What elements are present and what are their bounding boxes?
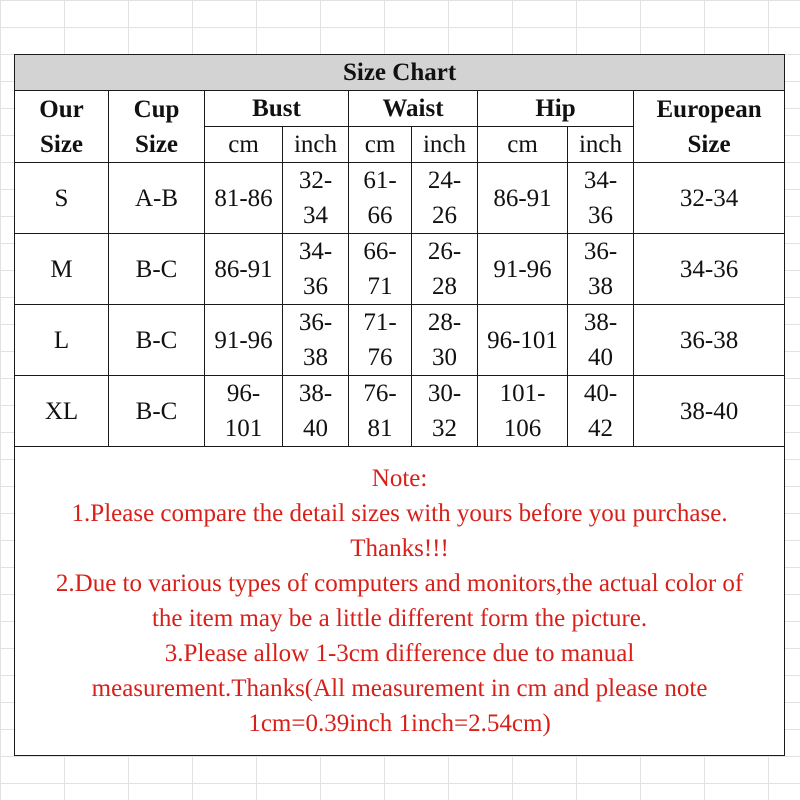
- cell-hip-inch-line2: 40: [588, 344, 613, 371]
- cell-bust-cm: 81-86: [205, 163, 283, 234]
- header-waist: Waist: [349, 91, 478, 127]
- cell-waist-inch-line2: 28: [432, 273, 457, 300]
- cell-cup: B-C: [109, 305, 205, 376]
- cell-waist-inch: [412, 163, 478, 234]
- cell-european: 34-36: [634, 234, 785, 305]
- cell-waist-cm-line2: 76: [367, 344, 393, 371]
- cell-hip-inch-line2: 42: [588, 415, 613, 442]
- note-line: 1.Please compare the detail sizes with yours before you purchase.: [71, 500, 728, 527]
- cell-waist-cm: [349, 376, 412, 447]
- size-chart-sheet: [14, 54, 784, 756]
- note-line: 2.Due to various types of computers and monitors,the actual color of: [55, 570, 744, 597]
- header-cup-size: [109, 91, 205, 163]
- chart-title: Size Chart: [15, 55, 785, 91]
- cell-european: 32-34: [634, 163, 785, 234]
- cell-waist-inch-line1: 24-: [427, 167, 462, 194]
- header-cup-size-line1: Cup: [133, 95, 180, 123]
- note-block: [15, 447, 785, 756]
- size-chart-table: [14, 54, 785, 756]
- header-our-size: [15, 91, 109, 163]
- cell-cup: B-C: [109, 376, 205, 447]
- cell-bust-cm: [205, 376, 283, 447]
- cell-bust-inch-line2: 36: [303, 273, 328, 300]
- cell-waist-cm-line2: 71: [367, 273, 393, 300]
- cell-hip-inch-line1: 40-: [583, 380, 618, 407]
- cell-bust-cm: 86-91: [205, 234, 283, 305]
- cell-european: 38-40: [634, 376, 785, 447]
- cell-bust-inch-line1: 32-: [298, 167, 333, 194]
- table-row: [15, 163, 785, 234]
- header-bust: Bust: [205, 91, 349, 127]
- note-line: measurement.Thanks(All measurement in cm and please note: [91, 675, 708, 702]
- cell-waist-inch-line1: 30-: [427, 380, 462, 407]
- cell-waist-inch-line2: 26: [432, 202, 457, 229]
- cell-hip-cm: 96-101: [478, 305, 568, 376]
- cell-hip-inch-line1: 34-: [583, 167, 618, 194]
- header-hip: Hip: [478, 91, 634, 127]
- header-european-size: [634, 91, 785, 163]
- cell-bust-inch-line2: 40: [303, 415, 328, 442]
- header-our-size-line2: Size: [39, 130, 84, 158]
- cell-waist-cm: [349, 163, 412, 234]
- cell-bust-inch-line1: 34-: [298, 238, 333, 265]
- table-row: [15, 234, 785, 305]
- cell-waist-inch-line2: 30: [432, 344, 457, 371]
- cell-hip-cm: [478, 376, 568, 447]
- cell-hip-cm-line1: 101-: [499, 380, 546, 407]
- cell-cup: A-B: [109, 163, 205, 234]
- header-european-line1: European: [656, 95, 762, 123]
- unit-hip-inch: inch: [568, 127, 634, 163]
- cell-bust-cm-line1: 96-: [226, 380, 261, 407]
- cell-waist-cm-line2: 81: [367, 415, 393, 442]
- cell-waist-cm-line1: 76-: [363, 380, 397, 407]
- cell-waist-cm-line1: 71-: [363, 309, 397, 336]
- cell-waist-inch-line2: 32: [432, 415, 457, 442]
- cell-waist-inch: [412, 376, 478, 447]
- header-european-line2: Size: [687, 130, 731, 158]
- cell-waist-cm: [349, 234, 412, 305]
- cell-hip-inch: [568, 376, 634, 447]
- cell-bust-cm: 91-96: [205, 305, 283, 376]
- cell-bust-inch: [283, 234, 349, 305]
- cell-bust-inch: [283, 376, 349, 447]
- cell-hip-inch: [568, 163, 634, 234]
- unit-bust-inch: inch: [283, 127, 349, 163]
- cell-waist-inch: [412, 234, 478, 305]
- cell-waist-cm-line2: 66: [367, 202, 393, 229]
- table-row: [15, 376, 785, 447]
- cell-waist-inch-line1: 28-: [427, 309, 462, 336]
- cell-bust-cm-line2: 101: [224, 415, 263, 442]
- note-line: the item may be a little different form the picture.: [151, 605, 648, 632]
- cell-bust-inch-line2: 38: [303, 344, 328, 371]
- cell-european: 36-38: [634, 305, 785, 376]
- cell-size: L: [15, 305, 109, 376]
- unit-waist-inch: inch: [412, 127, 478, 163]
- cell-size: S: [15, 163, 109, 234]
- cell-bust-inch: [283, 163, 349, 234]
- cell-hip-inch: [568, 305, 634, 376]
- cell-cup: B-C: [109, 234, 205, 305]
- unit-bust-cm: cm: [205, 127, 283, 163]
- header-our-size-line1: Our: [39, 95, 84, 123]
- cell-bust-inch: [283, 305, 349, 376]
- note-line: 3.Please allow 1-3cm difference due to manual: [164, 640, 635, 667]
- cell-hip-cm-line2: 106: [503, 415, 542, 442]
- table-row: [15, 305, 785, 376]
- cell-hip-cm: 91-96: [478, 234, 568, 305]
- cell-hip-inch-line2: 36: [588, 202, 613, 229]
- cell-hip-inch-line1: 38-: [583, 309, 618, 336]
- unit-waist-cm: cm: [349, 127, 412, 163]
- header-cup-size-line2: Size: [134, 130, 179, 158]
- cell-bust-inch-line1: 38-: [298, 380, 333, 407]
- cell-size: M: [15, 234, 109, 305]
- cell-waist-inch: [412, 305, 478, 376]
- cell-hip-cm: 86-91: [478, 163, 568, 234]
- cell-waist-inch-line1: 26-: [427, 238, 462, 265]
- note-heading: Note:: [371, 465, 428, 492]
- cell-bust-inch-line1: 36-: [298, 309, 333, 336]
- cell-waist-cm-line1: 66-: [363, 238, 397, 265]
- cell-hip-inch-line2: 38: [588, 273, 613, 300]
- cell-bust-inch-line2: 34: [303, 202, 328, 229]
- cell-waist-cm-line1: 61-: [363, 167, 397, 194]
- cell-waist-cm: [349, 305, 412, 376]
- cell-size: XL: [15, 376, 109, 447]
- unit-hip-cm: cm: [478, 127, 568, 163]
- cell-hip-inch: [568, 234, 634, 305]
- note-line: 1cm=0.39inch 1inch=2.54cm): [248, 710, 551, 737]
- cell-hip-inch-line1: 36-: [583, 238, 618, 265]
- note-line: Thanks!!!: [350, 535, 449, 562]
